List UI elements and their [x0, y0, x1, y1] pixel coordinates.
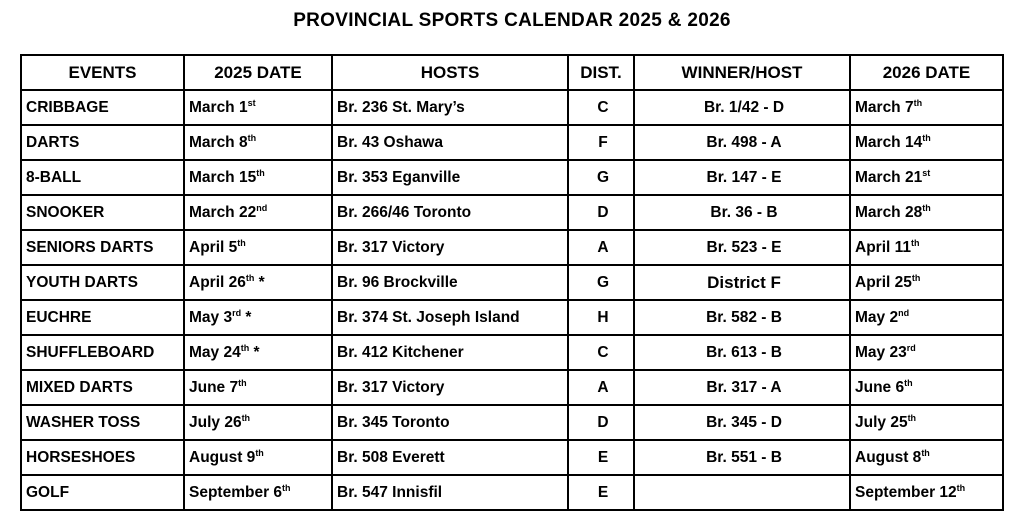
host-name: Br. 236 St. Mary’s	[337, 98, 465, 116]
event-name: EUCHRE	[26, 308, 92, 326]
date-2025: March 8	[189, 133, 248, 151]
date-2025-note: *	[241, 308, 252, 326]
table-row	[21, 475, 1003, 510]
district-code: C	[597, 98, 609, 116]
event-cell	[21, 265, 184, 300]
header-2025-date: 2025 DATE	[184, 55, 332, 90]
winner-cell	[634, 440, 850, 475]
winner-host: Br. 345 - D	[706, 413, 782, 431]
winner-cell	[634, 90, 850, 125]
date-2026-suffix: th	[922, 132, 931, 143]
event-name: 8-BALL	[26, 168, 82, 186]
winner-host: Br. 147 - E	[706, 168, 782, 186]
date-2026: March 14	[855, 133, 923, 151]
date-2025-cell	[184, 265, 332, 300]
header-2026-date: 2026 DATE	[850, 55, 1003, 90]
winner-cell	[634, 405, 850, 440]
date-2025-cell	[184, 90, 332, 125]
dist-cell	[568, 300, 634, 335]
date-2025-suffix: th	[255, 447, 264, 458]
date-2026-suffix: th	[911, 237, 920, 248]
event-name: SNOOKER	[26, 203, 105, 221]
event-cell	[21, 230, 184, 265]
date-2026-cell	[850, 195, 1003, 230]
date-2025: July 26	[189, 413, 242, 431]
district-code: C	[597, 343, 609, 361]
winner-host: Br. 498 - A	[706, 133, 782, 151]
event-cell	[21, 440, 184, 475]
event-name: GOLF	[26, 483, 70, 501]
date-2026-suffix: st	[922, 167, 931, 178]
header-row	[21, 55, 1003, 90]
date-2025-note: *	[254, 273, 265, 291]
table-row	[21, 160, 1003, 195]
date-2026-cell	[850, 335, 1003, 370]
event-cell	[21, 405, 184, 440]
table-row	[21, 370, 1003, 405]
event-name: HORSESHOES	[26, 448, 136, 466]
date-2026-suffix: th	[913, 97, 923, 108]
date-2025-cell	[184, 195, 332, 230]
date-2025: April 26	[189, 273, 246, 291]
event-name: CRIBBAGE	[26, 98, 109, 116]
date-2026-suffix: th	[956, 482, 966, 493]
date-2026-suffix: th	[911, 272, 921, 283]
date-2025-cell	[184, 370, 332, 405]
winner-cell	[634, 370, 850, 405]
date-2026-cell	[850, 265, 1003, 300]
district-code: D	[597, 203, 609, 221]
winner-cell	[634, 160, 850, 195]
winner-cell	[634, 265, 850, 300]
date-2026-cell	[850, 160, 1003, 195]
dist-cell	[568, 370, 634, 405]
date-2026: July 25	[855, 413, 908, 431]
winner-cell	[634, 300, 850, 335]
event-cell	[21, 475, 184, 510]
date-2025: May 24	[189, 343, 241, 361]
event-name: MIXED DARTS	[26, 378, 133, 396]
host-cell	[332, 265, 568, 300]
event-name: YOUTH DARTS	[26, 273, 138, 291]
page-title: PROVINCIAL SPORTS CALENDAR 2025 & 2026	[293, 10, 731, 31]
table-row	[21, 230, 1003, 265]
table-row	[21, 90, 1003, 125]
date-2025-cell	[184, 405, 332, 440]
date-2026: September 12	[855, 483, 957, 501]
date-2026-cell	[850, 90, 1003, 125]
date-2026: March 7	[855, 98, 914, 116]
district-code: A	[597, 378, 609, 396]
date-2025-suffix: th	[247, 132, 257, 143]
table-row	[21, 125, 1003, 160]
host-name: Br. 508 Everett	[337, 448, 445, 466]
dist-cell	[568, 125, 634, 160]
dist-cell	[568, 160, 634, 195]
host-cell	[332, 405, 568, 440]
date-2025: April 5	[189, 238, 238, 256]
district-code: G	[596, 168, 610, 186]
host-cell	[332, 195, 568, 230]
district-code: D	[597, 413, 609, 431]
dist-cell	[568, 440, 634, 475]
table-row	[21, 195, 1003, 230]
host-name: Br. 43 Oshawa	[337, 133, 443, 151]
event-cell	[21, 90, 184, 125]
host-cell	[332, 475, 568, 510]
dist-cell	[568, 335, 634, 370]
host-cell	[332, 440, 568, 475]
date-2025-suffix: th	[256, 167, 265, 178]
date-2025-suffix: th	[240, 342, 250, 353]
host-name: Br. 345 Toronto	[337, 413, 450, 431]
date-2026-suffix: nd	[898, 307, 910, 318]
district-code: G	[596, 273, 610, 291]
event-cell	[21, 335, 184, 370]
host-name: Br. 96 Brockville	[337, 273, 458, 291]
header-winner-host: WINNER/HOST	[634, 55, 850, 90]
date-2025-suffix: th	[237, 237, 246, 248]
host-cell	[332, 300, 568, 335]
winner-cell	[634, 195, 850, 230]
district-code: A	[597, 238, 609, 256]
winner-cell	[634, 335, 850, 370]
host-cell	[332, 125, 568, 160]
event-cell	[21, 370, 184, 405]
host-name: Br. 412 Kitchener	[337, 343, 464, 361]
winner-host: Br. 582 - B	[706, 308, 782, 326]
date-2026-cell	[850, 475, 1003, 510]
date-2026: May 23	[855, 343, 907, 361]
event-cell	[21, 195, 184, 230]
host-name: Br. 547 Innisfil	[337, 483, 443, 501]
district-code: E	[597, 483, 609, 501]
date-2026: August 8	[855, 448, 922, 466]
dist-cell	[568, 195, 634, 230]
host-name: Br. 374 St. Joseph Island	[337, 308, 520, 326]
date-2025-cell	[184, 440, 332, 475]
date-2025: August 9	[189, 448, 256, 466]
winner-host: Br. 523 - E	[706, 238, 782, 256]
date-2025: March 22	[189, 203, 257, 221]
sports-calendar-table	[20, 54, 1004, 511]
date-2025-cell	[184, 475, 332, 510]
date-2026-cell	[850, 440, 1003, 475]
header-hosts: HOSTS	[332, 55, 568, 90]
winner-host: District F	[707, 272, 781, 292]
event-cell	[21, 160, 184, 195]
winner-cell	[634, 125, 850, 160]
date-2025-suffix: nd	[256, 202, 268, 213]
table-row	[21, 335, 1003, 370]
date-2025-note: *	[249, 343, 260, 361]
host-name: Br. 317 Victory	[337, 238, 445, 256]
date-2025: September 6	[189, 483, 283, 501]
header-events: EVENTS	[21, 55, 184, 90]
event-cell	[21, 300, 184, 335]
event-cell	[21, 125, 184, 160]
winner-host: Br. 317 - A	[706, 378, 782, 396]
date-2026-suffix: th	[904, 377, 913, 388]
date-2026: March 21	[855, 168, 923, 186]
date-2025-suffix: th	[238, 377, 247, 388]
dist-cell	[568, 230, 634, 265]
date-2025-cell	[184, 125, 332, 160]
date-2025-suffix: st	[247, 97, 256, 108]
host-name: Br. 266/46 Toronto	[337, 203, 472, 221]
header-dist: DIST.	[568, 55, 634, 90]
date-2025-cell	[184, 230, 332, 265]
winner-cell	[634, 230, 850, 265]
winner-cell	[634, 475, 850, 510]
date-2025-cell	[184, 335, 332, 370]
table-row	[21, 405, 1003, 440]
date-2026-suffix: th	[907, 412, 917, 423]
date-2026-suffix: th	[921, 447, 930, 458]
host-cell	[332, 230, 568, 265]
host-cell	[332, 90, 568, 125]
date-2026-cell	[850, 370, 1003, 405]
host-cell	[332, 370, 568, 405]
date-2025: March 15	[189, 168, 257, 186]
date-2025-suffix: th	[282, 482, 291, 493]
date-2026-suffix: th	[922, 202, 931, 213]
district-code: E	[597, 448, 609, 466]
date-2026: May 2	[855, 308, 899, 326]
date-2025: June 7	[189, 378, 239, 396]
host-cell	[332, 335, 568, 370]
table-row	[21, 300, 1003, 335]
date-2025-suffix: th	[241, 412, 251, 423]
dist-cell	[568, 405, 634, 440]
date-2026-cell	[850, 125, 1003, 160]
date-2026: April 11	[855, 238, 911, 256]
date-2026-cell	[850, 300, 1003, 335]
date-2026: March 28	[855, 203, 923, 221]
district-code: F	[598, 133, 608, 151]
winner-host: Br. 36 - B	[710, 203, 778, 221]
date-2026: April 25	[855, 273, 912, 291]
winner-host: Br. 1/42 - D	[703, 98, 785, 116]
table-row	[21, 440, 1003, 475]
event-name: SHUFFLEBOARD	[26, 343, 155, 361]
event-name: DARTS	[26, 133, 80, 151]
host-name: Br. 317 Victory	[337, 378, 445, 396]
date-2025-suffix: rd	[232, 307, 242, 318]
event-name: WASHER TOSS	[26, 413, 141, 431]
date-2025-cell	[184, 300, 332, 335]
date-2025-cell	[184, 160, 332, 195]
dist-cell	[568, 475, 634, 510]
date-2025: May 3	[189, 308, 233, 326]
winner-host: Br. 613 - B	[706, 343, 782, 361]
date-2026: June 6	[855, 378, 905, 396]
dist-cell	[568, 265, 634, 300]
winner-host: Br. 551 - B	[706, 448, 782, 466]
date-2025-suffix: th	[245, 272, 255, 283]
date-2026-cell	[850, 230, 1003, 265]
host-name: Br. 353 Eganville	[337, 168, 461, 186]
event-name: SENIORS DARTS	[26, 238, 154, 256]
date-2026-suffix: rd	[906, 342, 916, 353]
dist-cell	[568, 90, 634, 125]
table-row	[21, 265, 1003, 300]
date-2025: March 1	[189, 98, 248, 116]
date-2026-cell	[850, 405, 1003, 440]
host-cell	[332, 160, 568, 195]
district-code: H	[597, 308, 609, 326]
